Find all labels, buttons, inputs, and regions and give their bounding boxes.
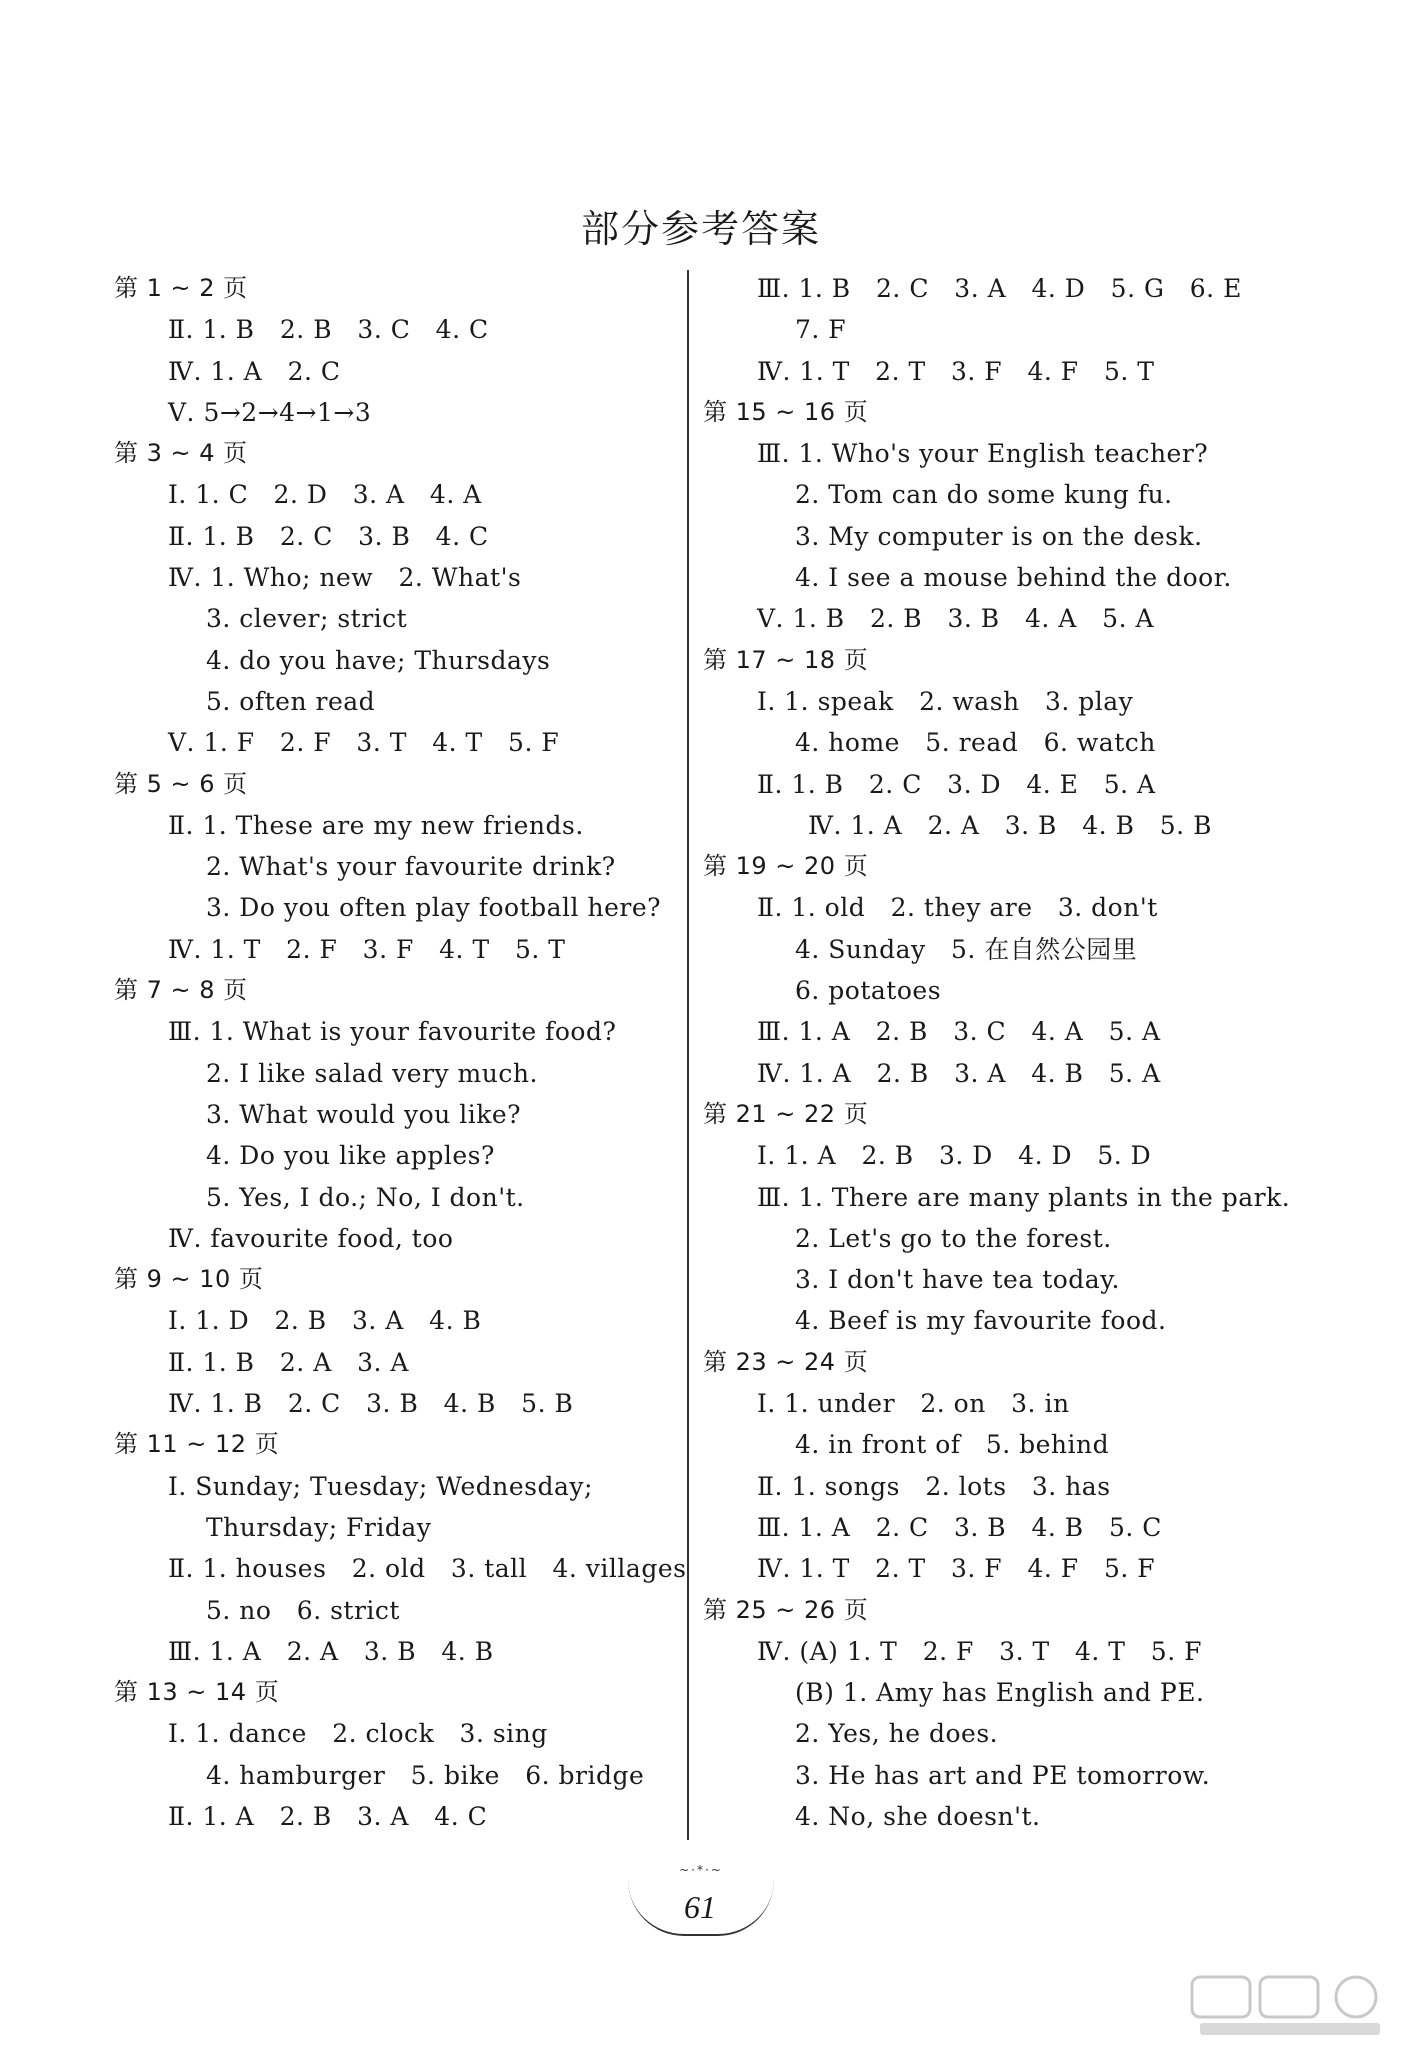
left-answer-line: 3. Do you often play football here? — [206, 893, 662, 923]
right-section-heading: 第 19 ~ 20 页 — [703, 852, 869, 881]
left-section-heading: 第 5 ~ 6 页 — [114, 769, 248, 798]
left-answer-line: Ⅰ. 1. C 2. D 3. A 4. A — [168, 480, 482, 510]
left-answer-line: 3. clever; strict — [206, 604, 408, 634]
left-answer-line: 2. What's your favourite drink? — [206, 852, 616, 882]
left-answer-line: Ⅰ. 1. D 2. B 3. A 4. B — [168, 1306, 482, 1336]
right-answer-line: Ⅴ. 1. B 2. B 3. B 4. A 5. A — [757, 604, 1155, 634]
right-answer-line: 4. I see a mouse behind the door. — [795, 563, 1232, 593]
right-answer-line: 4. home 5. read 6. watch — [795, 728, 1156, 758]
left-answer-line: Ⅲ. 1. What is your favourite food? — [168, 1017, 617, 1047]
right-answer-line: 4. No, she doesn't. — [795, 1801, 1041, 1831]
left-section-heading: 第 11 ~ 12 页 — [114, 1430, 280, 1459]
left-answer-line: 5. no 6. strict — [206, 1595, 400, 1625]
right-answer-line: Ⅳ. 1. A 2. B 3. A 4. B 5. A — [757, 1058, 1161, 1088]
left-answer-line: Ⅰ. 1. dance 2. clock 3. sing — [168, 1719, 548, 1749]
right-answer-line: Ⅲ. 1. B 2. C 3. A 4. D 5. G 6. E — [757, 274, 1242, 303]
right-answer-line: Ⅳ. 1. T 2. T 3. F 4. F 5. F — [757, 1554, 1156, 1584]
left-answer-line: 4. do you have; Thursdays — [206, 645, 551, 675]
left-answer-line: 5. Yes, I do.; No, I don't. — [206, 1182, 525, 1212]
left-answer-line: Ⅱ. 1. B 2. A 3. A — [168, 1347, 409, 1377]
left-section-heading: 第 1 ~ 2 页 — [114, 274, 248, 302]
column-divider — [687, 270, 689, 1840]
right-answer-line: Ⅲ. 1. Who's your English teacher? — [757, 439, 1209, 469]
left-answer-line: Ⅴ. 1. F 2. F 3. T 4. T 5. F — [168, 728, 560, 758]
left-answer-line: Thursday; Friday — [206, 1512, 432, 1542]
page-title: 部分参考答案 — [580, 207, 821, 251]
left-answer-line: 2. I like salad very much. — [206, 1058, 538, 1088]
left-answer-line: 4. hamburger 5. bike 6. bridge — [206, 1760, 645, 1790]
right-answer-line: 3. I don't have tea today. — [795, 1265, 1120, 1295]
right-answer-line: Ⅰ. 1. speak 2. wash 3. play — [757, 686, 1134, 716]
left-answer-line: Ⅱ. 1. These are my new friends. — [168, 810, 584, 840]
right-answer-line: Ⅱ. 1. old 2. they are 3. don't — [757, 893, 1158, 923]
right-answer-line: 4. Beef is my favourite food. — [795, 1306, 1167, 1336]
page-number: 61 — [684, 1889, 716, 1925]
left-answer-line: Ⅳ. 1. Who; new 2. What's — [168, 563, 522, 593]
left-section-heading: 第 13 ~ 14 页 — [114, 1678, 280, 1707]
left-section-heading: 第 7 ~ 8 页 — [114, 976, 248, 1005]
left-answer-line: Ⅳ. 1. B 2. C 3. B 4. B 5. B — [168, 1389, 574, 1419]
right-answer-line: 4. in front of 5. behind — [795, 1430, 1110, 1460]
right-section-heading: 第 17 ~ 18 页 — [703, 645, 869, 674]
right-answer-line: 4. Sunday 5. 在自然公园里 — [795, 934, 1138, 964]
right-answer-line: Ⅳ. (A) 1. T 2. F 3. T 4. T 5. F — [757, 1636, 1202, 1666]
left-answer-line: 4. Do you like apples? — [206, 1141, 495, 1171]
page-number-ornament: ~·*·~ — [679, 1863, 723, 1877]
right-answer-line: 2. Yes, he does. — [795, 1719, 999, 1749]
right-answer-line: Ⅰ. 1. under 2. on 3. in — [757, 1389, 1070, 1419]
left-answer-line: Ⅱ. 1. B 2. C 3. B 4. C — [168, 521, 489, 551]
right-answer-line: Ⅱ. 1. B 2. C 3. D 4. E 5. A — [757, 769, 1156, 799]
left-section-heading: 第 3 ~ 4 页 — [114, 439, 248, 468]
right-section-heading: 第 25 ~ 26 页 — [703, 1595, 869, 1624]
watermark-logo — [1190, 1975, 1390, 2039]
left-answer-line: 3. What would you like? — [206, 1099, 522, 1129]
right-answer-line: Ⅲ. 1. A 2. B 3. C 4. A 5. A — [757, 1017, 1161, 1047]
left-answer-line: Ⅴ. 5→2→4→1→3 — [168, 397, 372, 427]
right-answer-line: 3. My computer is on the desk. — [795, 521, 1203, 551]
right-section-heading: 第 15 ~ 16 页 — [703, 397, 869, 426]
left-answer-line: Ⅱ. 1. A 2. B 3. A 4. C — [168, 1801, 488, 1831]
right-answer-line: 6. potatoes — [795, 976, 942, 1006]
right-column — [703, 268, 1323, 1837]
left-section-heading: 第 9 ~ 10 页 — [114, 1265, 264, 1294]
left-answer-line: Ⅳ. 1. T 2. F 3. F 4. T 5. T — [168, 934, 566, 964]
left-answer-line: Ⅳ. 1. A 2. C — [168, 356, 341, 386]
right-answer-line: Ⅲ. 1. A 2. C 3. B 4. B 5. C — [757, 1512, 1162, 1542]
left-answer-line: Ⅱ. 1. houses 2. old 3. tall 4. villages — [168, 1554, 687, 1584]
right-answer-line: 2. Tom can do some kung fu. — [795, 480, 1173, 510]
left-answer-line: Ⅳ. favourite food, too — [168, 1223, 454, 1253]
right-section-heading: 第 23 ~ 24 页 — [703, 1347, 869, 1376]
left-answer-line: Ⅰ. Sunday; Tuesday; Wednesday; — [168, 1471, 593, 1501]
right-answer-line: 3. He has art and PE tomorrow. — [795, 1760, 1211, 1790]
left-answer-line: 5. often read — [206, 686, 376, 716]
left-column — [114, 268, 687, 1837]
left-answer-line: Ⅱ. 1. B 2. B 3. C 4. C — [168, 315, 489, 345]
right-answer-line: Ⅱ. 1. songs 2. lots 3. has — [757, 1471, 1111, 1501]
right-answer-line: Ⅳ. 1. T 2. T 3. F 4. F 5. T — [757, 356, 1155, 386]
right-answer-line: 7. F — [795, 315, 847, 345]
right-answer-line: Ⅲ. 1. There are many plants in the park. — [757, 1182, 1291, 1212]
right-section-heading: 第 21 ~ 22 页 — [703, 1099, 869, 1128]
right-answer-line: Ⅰ. 1. A 2. B 3. D 4. D 5. D — [757, 1141, 1152, 1171]
right-answer-line: (B) 1. Amy has English and PE. — [795, 1678, 1205, 1708]
right-answer-line: Ⅳ. 1. A 2. A 3. B 4. B 5. B — [808, 810, 1212, 840]
left-answer-line: Ⅲ. 1. A 2. A 3. B 4. B — [168, 1636, 494, 1666]
right-answer-line: 2. Let's go to the forest. — [795, 1223, 1112, 1253]
